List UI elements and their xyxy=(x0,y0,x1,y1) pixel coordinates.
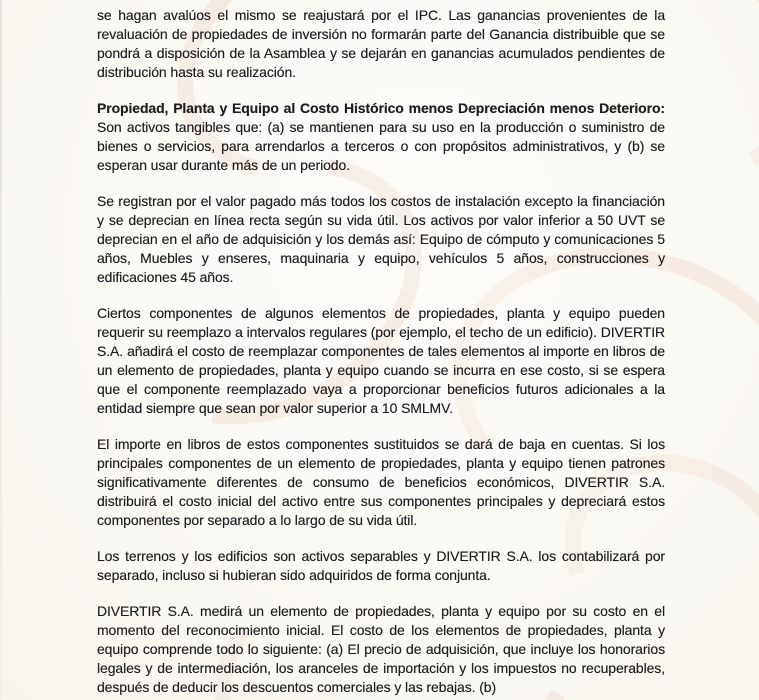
document-text-block xyxy=(97,6,665,700)
paragraph-depreciation-policy: Se registran por el valor pagado más todos los costos de instalación excepto la financiación y se deprecian en línea recta según su vida útil. Los activos por valor inferior a 50 UVT se deprecian en el año de adquisición y los demás así: Equipo de cómputo y comunicaciones 5 años, Muebles y enseres, maquinaria y equipo, vehículos 5 años, construcciones y edificaciones 45 años. xyxy=(97,193,665,285)
paragraph-ppe-definition xyxy=(97,99,665,175)
ppe-definition-text: Son activos tangibles que: (a) se mantienen para su uso en la producción o suministro de bienes o servicios, para arrendarlos a terceros o con propósitos administrativos, y (b) se esperan usar durante más de un periodo. xyxy=(97,119,665,173)
paragraph-component-replacement: Ciertos componentes de algunos elementos de propiedades, planta y equipo pueden requerir su reemplazo a intervalos regulares (por ejemplo, el techo de un edificio). DIVERTIR S.A. añadirá el costo de reemplazar componentes de tales elementos al importe en libros de un elemento de propiedades, planta y equipo cuando se incurra en ese costo, si se espera que el componente reemplazado vaya a proporcionar beneficios futuros adicionales a la entidad siempre que sean por valor superior a 10 SMLMV. xyxy=(97,305,665,416)
ppe-section-heading: Propiedad, Planta y Equipo al Costo Histórico menos Depreciación menos Deterioro: xyxy=(97,100,665,116)
paragraph-revaluation-continuation: se hagan avalúos el mismo se reajustará por el IPC. Las ganancias provenientes de la revaluación de propiedades de inversión no formarán parte del Ganancia distribuible que se pondrá a disposición de la Asamblea y se dejarán en ganancias acumulados pendientes de distribución hasta su realización. xyxy=(97,7,665,80)
paragraph-initial-measurement: DIVERTIR S.A. medirá un elemento de propiedades, planta y equipo por su costo en el momento del reconocimiento inicial. El costo de los elementos de propiedades, planta y equipo comprende todo lo siguiente: (a) El precio de adquisición, que incluye los honorarios legales y de intermediación, los aranceles de importación y los impuestos no recuperables, después de deducir los descuentos comerciales y las rebajas. (b) xyxy=(97,603,665,695)
paragraph-component-derecognition: El importe en libros de estos componentes sustituidos se dará de baja en cuentas. Si los principales componentes de un elemento de propiedades, planta y equipo tienen patrones significativamente diferentes de consumo de beneficios económicos, DIVERTIR S.A. distribuirá el costo inicial del activo entre sus componentes principales y depreciará estos componentes por separado a lo largo de su vida útil. xyxy=(97,436,665,528)
scan-edge-artifact xyxy=(0,0,2,700)
paragraph-land-buildings: Los terrenos y los edificios son activos separables y DIVERTIR S.A. los contabilizará por separado, incluso si hubieran sido adquiridos de forma conjunta. xyxy=(97,548,665,583)
